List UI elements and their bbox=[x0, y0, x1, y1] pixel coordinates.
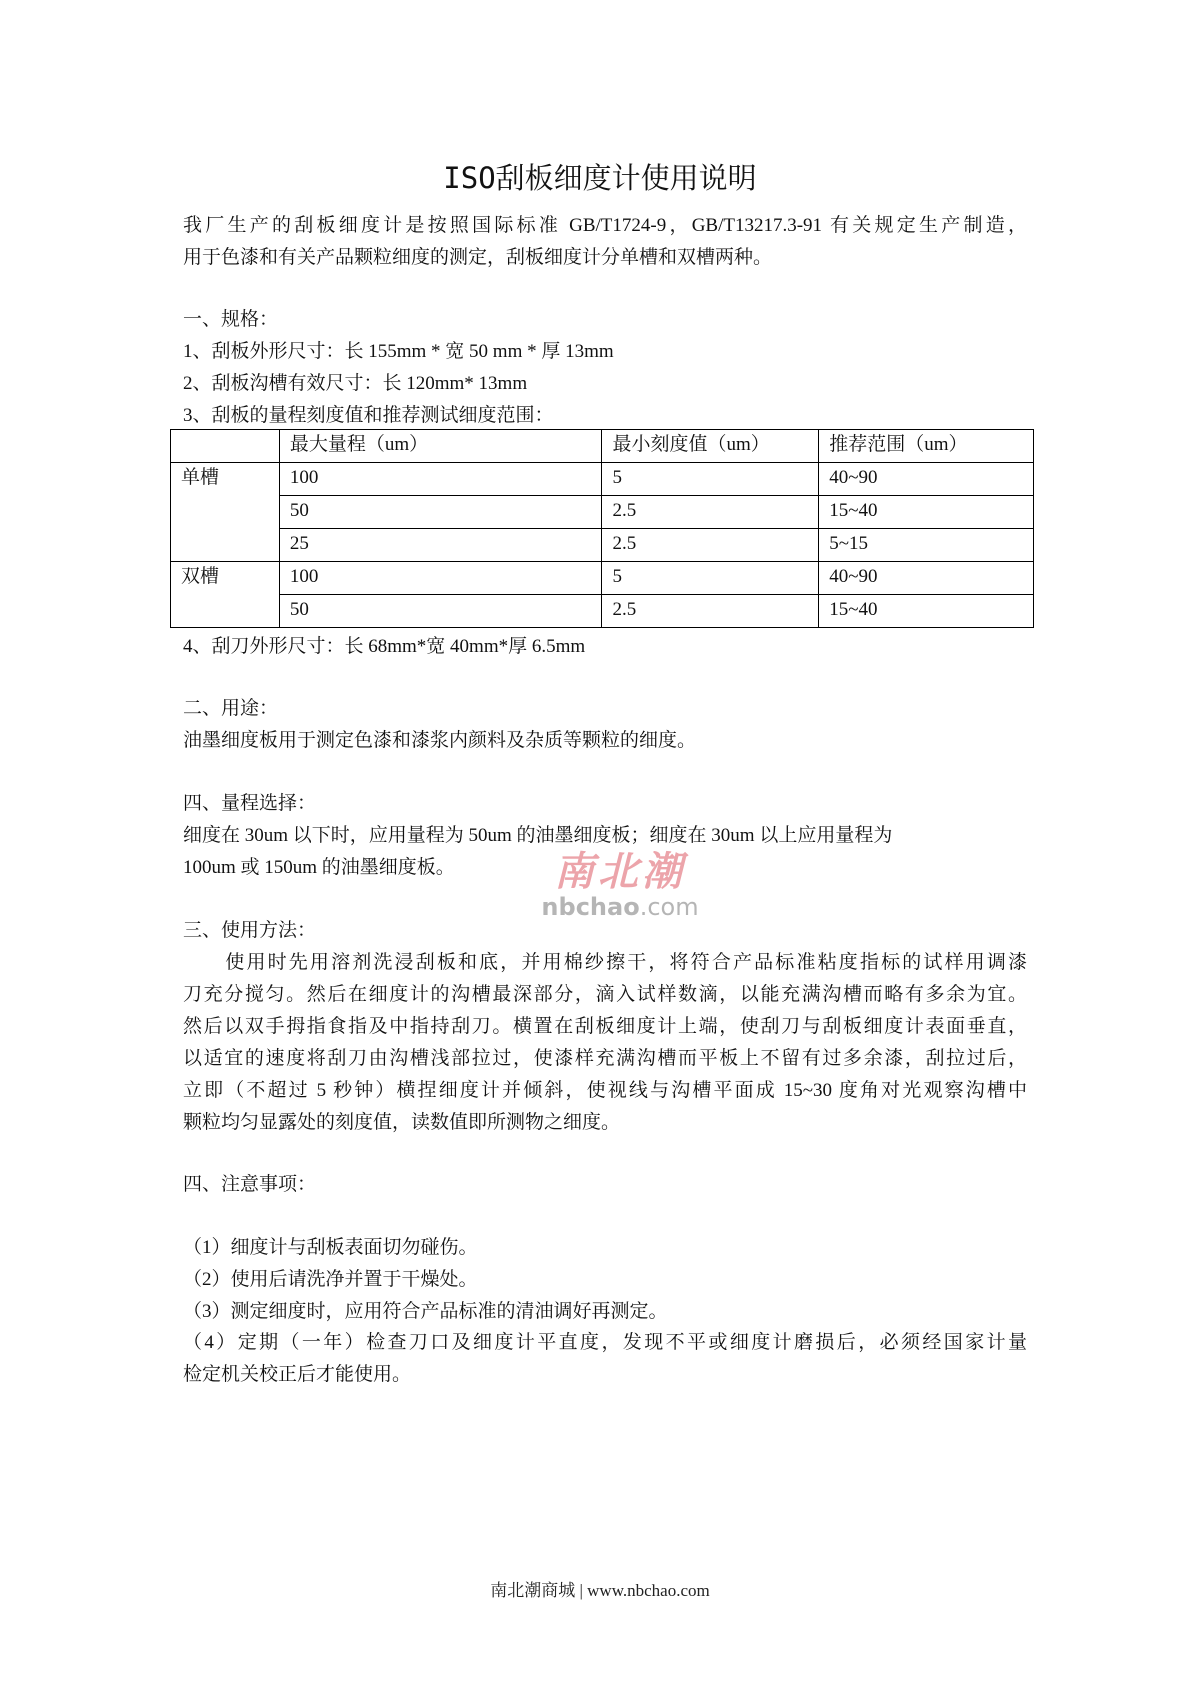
table-cell: 5~15 bbox=[819, 529, 1034, 562]
method-line-2: 刀充分搅匀。然后在细度计的沟槽最深部分，滴入试样数滴，以能充满沟槽而略有多余为宜。 bbox=[183, 984, 1027, 1005]
intro-line-1: 我厂生产的刮板细度计是按照国际标准 GB/T1724-9，GB/T13217.3-91 有关规定生产制造， bbox=[183, 215, 1027, 236]
notes-line-1: （1）细度计与刮板表面切勿碰伤。 bbox=[183, 1237, 478, 1258]
range-heading: 四、量程选择： bbox=[183, 793, 317, 814]
table-cell: 5 bbox=[602, 463, 819, 496]
table-row bbox=[171, 562, 1034, 595]
table-header: 推荐范围（um） bbox=[819, 430, 1034, 463]
notes-line-4: （4）定期（一年）检查刀口及细度计平直度，发现不平或细度计磨损后，必须经国家计量 bbox=[183, 1332, 1027, 1353]
intro-line-2: 用于色漆和有关产品颗粒细度的测定，刮板细度计分单槽和双槽两种。 bbox=[183, 247, 773, 268]
spec-item-2: 2、刮板沟槽有效尺寸：长 120mm* 13mm bbox=[183, 373, 528, 394]
method-heading: 三、使用方法： bbox=[183, 920, 317, 941]
table-row bbox=[171, 496, 1034, 529]
table-cell: 2.5 bbox=[602, 529, 819, 562]
footer: 南北潮商城 | www.nbchao.com bbox=[490, 1581, 710, 1600]
table-row bbox=[171, 595, 1034, 628]
table-cell: 40~90 bbox=[819, 562, 1034, 595]
watermark-logo bbox=[530, 850, 710, 920]
spec-table bbox=[170, 429, 1034, 628]
watermark-cn: 南北潮 bbox=[554, 849, 686, 894]
table-cell: 40~90 bbox=[819, 463, 1034, 496]
table-cell: 100 bbox=[279, 562, 602, 595]
notes-line-5: 检定机关校正后才能使用。 bbox=[183, 1364, 412, 1385]
notes-heading: 四、注意事项： bbox=[183, 1174, 317, 1195]
notes-line-2: （2）使用后请洗净并置于干燥处。 bbox=[183, 1269, 478, 1290]
method-line-4: 以适宜的速度将刮刀由沟槽浅部拉过，使漆样充满沟槽而平板上不留有过多余漆，刮拉过后， bbox=[183, 1048, 1027, 1069]
spec-item-4: 4、刮刀外形尺寸：长 68mm*宽 40mm*厚 6.5mm bbox=[183, 636, 586, 657]
table-cell: 5 bbox=[602, 562, 819, 595]
spec-heading: 一、规格： bbox=[183, 309, 279, 330]
table-header: 最大量程（um） bbox=[279, 430, 602, 463]
usage-heading: 二、用途： bbox=[183, 698, 279, 719]
table-cell: 50 bbox=[279, 595, 602, 628]
watermark-en bbox=[530, 894, 710, 920]
table-cell: 100 bbox=[279, 463, 602, 496]
table-header: 最小刻度值（um） bbox=[602, 430, 819, 463]
group-label: 双槽 bbox=[171, 562, 280, 628]
method-line-5: 立即（不超过 5 秒钟）横捏细度计并倾斜，使视线与沟槽平面成 15~30 度角对光观察沟槽中 bbox=[183, 1080, 1027, 1101]
table-cell: 15~40 bbox=[819, 496, 1034, 529]
range-line-2: 100um 或 150um 的油墨细度板。 bbox=[183, 857, 455, 878]
method-line-6: 颗粒均匀显露处的刻度值，读数值即所测物之细度。 bbox=[183, 1112, 621, 1133]
table-header bbox=[171, 430, 280, 463]
table-cell: 2.5 bbox=[602, 595, 819, 628]
method-line-1: 使用时先用溶剂洗浸刮板和底，并用棉纱擦干，将符合产品标准粘度指标的试样用调漆 bbox=[183, 952, 1027, 973]
usage-text: 油墨细度板用于测定色漆和漆浆内颜料及杂质等颗粒的细度。 bbox=[183, 730, 697, 751]
table-row bbox=[171, 463, 1034, 496]
group-label: 单槽 bbox=[171, 463, 280, 562]
watermark-en-main: nbchao bbox=[541, 893, 640, 921]
range-line-1: 细度在 30um 以下时，应用量程为 50um 的油墨细度板；细度在 30um 以上应用量程为 bbox=[183, 825, 893, 846]
document-title: ISO刮板细度计使用说明 bbox=[443, 161, 757, 195]
notes-line-3: （3）测定细度时，应用符合产品标准的清油调好再测定。 bbox=[183, 1301, 668, 1322]
table-cell: 2.5 bbox=[602, 496, 819, 529]
watermark-en-suffix: .com bbox=[639, 893, 699, 921]
table-cell: 50 bbox=[279, 496, 602, 529]
spec-item-1: 1、刮板外形尺寸：长 155mm * 宽 50 mm * 厚 13mm bbox=[183, 341, 614, 362]
method-line-3: 然后以双手拇指食指及中指持刮刀。横置在刮板细度计上端，使刮刀与刮板细度计表面垂直， bbox=[183, 1016, 1027, 1037]
table-cell: 25 bbox=[279, 529, 602, 562]
table-header-row bbox=[171, 430, 1034, 463]
table-row bbox=[171, 529, 1034, 562]
spec-item-3: 3、刮板的量程刻度值和推荐测试细度范围： bbox=[183, 405, 554, 426]
table-cell: 15~40 bbox=[819, 595, 1034, 628]
